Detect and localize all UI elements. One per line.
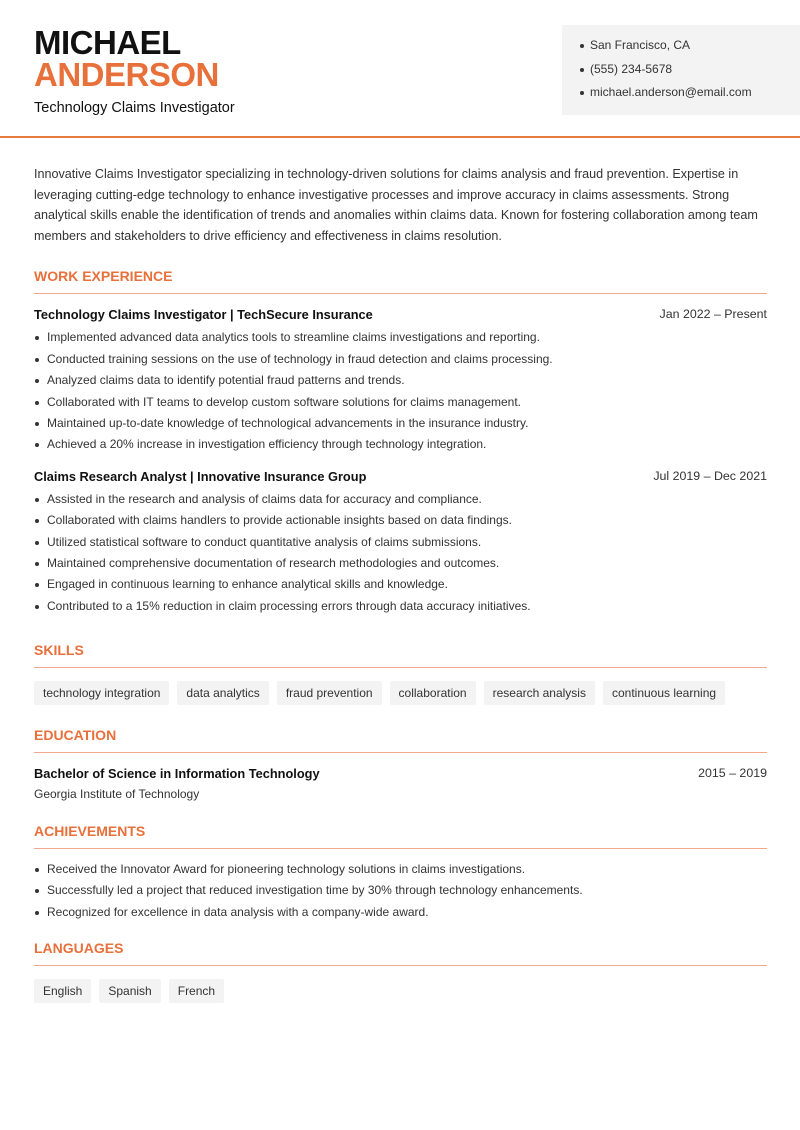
- school: Georgia Institute of Technology: [34, 787, 200, 802]
- list-item: Received the Innovator Award for pioneering technology solutions in claims investigations.: [34, 862, 767, 883]
- languages-section: [34, 940, 767, 1003]
- list-item: Collaborated with claims handlers to provide actionable insights based on data findings.: [34, 513, 767, 534]
- job-title: Claims Research Analyst | Innovative Insurance Group: [34, 468, 367, 484]
- list-item: Successfully led a project that reduced investigation time by 30% through technology enhancements.: [34, 883, 767, 904]
- list-item: Achieved a 20% increase in investigation efficiency through technology integration.: [34, 437, 767, 458]
- skill-tag: continuous learning: [603, 681, 725, 705]
- contact-box: [562, 25, 800, 115]
- section-heading: EDUCATION: [34, 727, 767, 753]
- list-item: Assisted in the research and analysis of claims data for accuracy and compliance.: [34, 492, 767, 513]
- job-title: Technology Claims Investigator | TechSecure Insurance: [34, 307, 373, 323]
- language-tag: French: [169, 979, 224, 1003]
- list-item: Utilized statistical software to conduct quantitative analysis of claims submissions.: [34, 535, 767, 556]
- education-dates: 2015 – 2019: [698, 766, 767, 781]
- job-dates: Jan 2022 – Present: [659, 307, 767, 322]
- list-item: Recognized for excellence in data analysis with a company-wide award.: [34, 905, 767, 926]
- language-tag: Spanish: [99, 979, 160, 1003]
- list-item: Engaged in continuous learning to enhance analytical skills and knowledge.: [34, 577, 767, 598]
- contact-location: San Francisco, CA: [580, 38, 800, 62]
- job-bullets: [34, 492, 767, 620]
- list-item: Maintained up-to-date knowledge of technological advancements in the insurance industry.: [34, 416, 767, 437]
- contact-email: michael.anderson@email.com: [580, 85, 800, 109]
- list-item: Contributed to a 15% reduction in claim processing errors through data accuracy initiatives.: [34, 599, 767, 620]
- skill-tag: data analytics: [177, 681, 268, 705]
- achievements-section: [34, 823, 767, 926]
- list-item: Implemented advanced data analytics tools to streamline claims investigations and reporting.: [34, 330, 767, 351]
- section-heading: WORK EXPERIENCE: [34, 268, 767, 294]
- contact-phone: (555) 234-5678: [580, 62, 800, 86]
- degree: Bachelor of Science in Information Technology: [34, 766, 320, 782]
- list-item: Maintained comprehensive documentation of research methodologies and outcomes.: [34, 556, 767, 577]
- skill-tag: fraud prevention: [277, 681, 382, 705]
- skill-tag: technology integration: [34, 681, 169, 705]
- job-title: Technology Claims Investigator: [34, 100, 235, 116]
- skills-section: [34, 642, 767, 705]
- education-section: [34, 727, 767, 801]
- skill-tag: collaboration: [390, 681, 476, 705]
- job-bullets: [34, 330, 767, 458]
- job-header: [34, 307, 767, 322]
- section-heading: LANGUAGES: [34, 940, 767, 966]
- summary: Innovative Claims Investigator specializing in technology-driven solutions for claims analysis and fraud prevention. Expertise in leveraging cutting-edge technology to enhance investigative processes and improve accuracy in claims assessments. Strong analytical skills enable the identification of trends and anomalies within claims data. Known for fostering collaboration among team members and stakeholders to drive efficiency and effectiveness in claims resolution.: [34, 167, 758, 243]
- work-experience-section: [34, 268, 767, 620]
- resume-header: [0, 0, 800, 138]
- section-heading: SKILLS: [34, 642, 767, 668]
- first-name: MICHAEL: [34, 24, 181, 61]
- job-header: [34, 469, 767, 484]
- skill-tag: research analysis: [484, 681, 595, 705]
- language-tag: English: [34, 979, 91, 1003]
- job-dates: Jul 2019 – Dec 2021: [653, 468, 767, 483]
- list-item: Collaborated with IT teams to develop custom software solutions for claims management.: [34, 395, 767, 416]
- section-heading: ACHIEVEMENTS: [34, 823, 767, 849]
- list-item: Analyzed claims data to identify potential fraud patterns and trends.: [34, 373, 767, 394]
- last-name: ANDERSON: [34, 56, 219, 93]
- list-item: Conducted training sessions on the use of technology in fraud detection and claims processing.: [34, 352, 767, 373]
